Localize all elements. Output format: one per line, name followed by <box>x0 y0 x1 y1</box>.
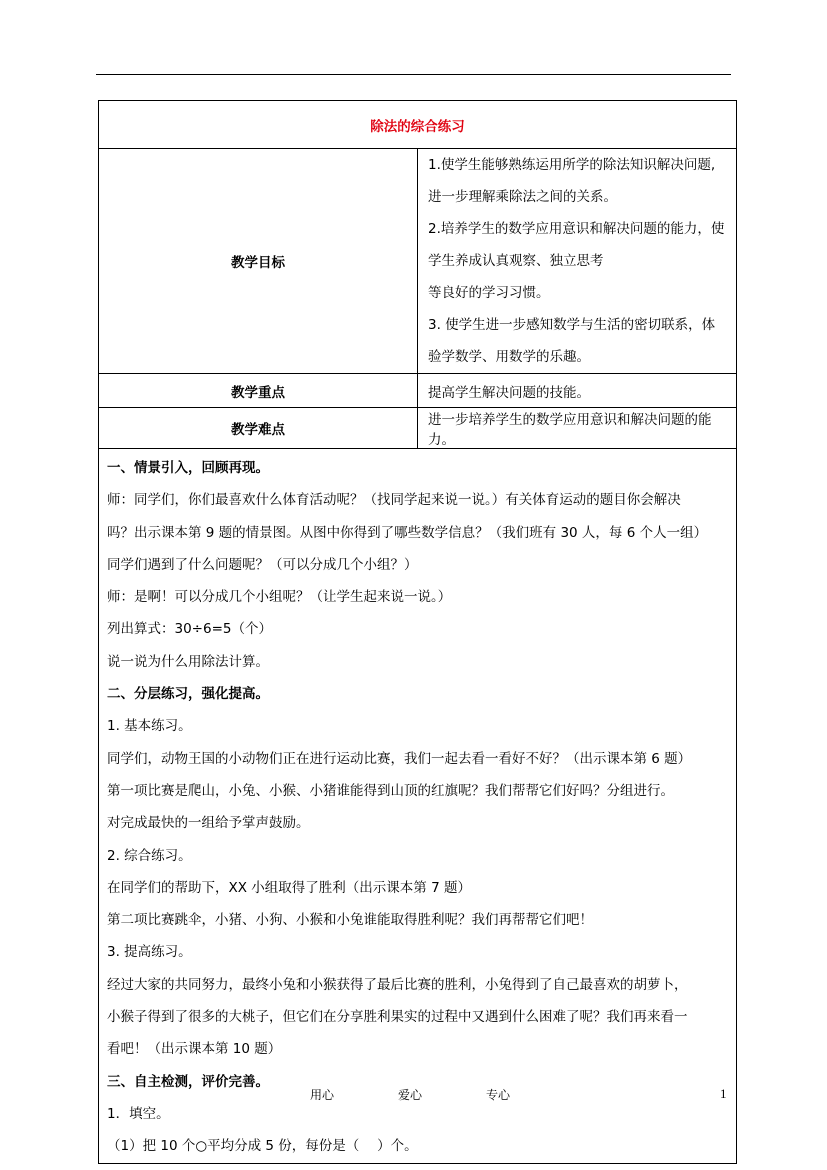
difficulty-row <box>99 408 737 449</box>
body-line: 第二项比赛跳伞，小猪、小狗、小猴和小兔谁能取得胜利呢？我们再帮帮它们吧！ <box>107 912 593 929</box>
footer-motto-item: 专心 <box>485 1088 510 1102</box>
objective-line: 1.使学生能够熟练运用所学的除法知识解决问题,进一步理解乘除法之间的关系。 <box>428 157 716 205</box>
difficulty-text: 进一步培养学生的数学应用意识和解决问题的能力。 <box>418 408 737 449</box>
footer-motto-item: 用心 <box>310 1088 335 1102</box>
body-line: 师：同学们，你们最喜欢什么体育活动呢？（找同学起来说一说。）有关体育运动的题目你会解决 <box>107 492 681 509</box>
body-line: 吗？出示课本第 9 题的情景图。从图中你得到了哪些数学信息？（我们班有 30 人，每 6 个人一组） <box>107 524 708 541</box>
section-heading: 三、自主检测，评价完善。 <box>107 1073 269 1090</box>
objectives-label: 教学目标 <box>99 149 418 374</box>
objectives-content <box>418 149 737 374</box>
body-line: 3. 提高练习。 <box>107 944 192 961</box>
body-line: 对完成最快的一组给予掌声鼓励。 <box>107 815 310 832</box>
body-line: （1）把 10 个○平均分成 5 份，每份是（ ）个。 <box>107 1138 418 1155</box>
key-point-row <box>99 374 737 408</box>
body-line: 经过大家的共同努力，最终小兔和小猴获得了最后比赛的胜利，小兔得到了自己最喜欢的胡萝卜， <box>107 976 688 993</box>
body-line: 师：是啊！可以分成几个小组呢？（让学生起来说一说。） <box>107 589 452 606</box>
header-rule <box>96 74 731 75</box>
document-title: 除法的综合练习 <box>99 101 737 149</box>
body-line: 2. 综合练习。 <box>107 847 192 864</box>
body-line: 同学们遇到了什么问题呢？（可以分成几个小组？） <box>107 556 418 573</box>
body-line: 小猴子得到了很多的大桃子，但它们在分享胜利果实的过程中又遇到什么困难了呢？我们再来看一 <box>107 1009 688 1026</box>
key-point-text: 提高学生解决问题的技能。 <box>418 374 737 408</box>
objectives-row <box>99 149 737 374</box>
footer-motto <box>310 1086 510 1103</box>
body-line: 1．填空。 <box>107 1105 170 1122</box>
body-line: 看吧！（出示课本第 10 题） <box>107 1041 282 1058</box>
difficulty-label: 教学难点 <box>99 408 418 449</box>
section-heading: 一、情景引入，回顾再现。 <box>107 460 269 476</box>
body-line: 第一项比赛是爬山，小兔、小猴、小猪谁能得到山顶的红旗呢？我们帮帮它们好吗？分组进行。 <box>107 782 674 799</box>
body-line: 在同学们的帮助下，XX 小组取得了胜利（出示课本第 7 题） <box>107 879 471 896</box>
body-line: 同学们，动物王国的小动物们正在进行运动比赛，我们一起去看一看好不好？（出示课本第 6 题） <box>107 750 692 767</box>
objective-line: 等良好的学习习惯。 <box>428 285 550 301</box>
footer-motto-item: 爱心 <box>397 1088 422 1102</box>
body-line: 1. 基本练习。 <box>107 718 192 735</box>
body-line: 列出算式：30÷6=5（个） <box>107 621 272 638</box>
title-row <box>99 101 737 149</box>
body-line: 说一说为什么用除法计算。 <box>107 653 269 670</box>
section-heading: 二、分层练习，强化提高。 <box>107 686 269 703</box>
page-number: 1 <box>720 1086 727 1101</box>
key-point-label: 教学重点 <box>99 374 418 408</box>
objective-line: 3. 使学生进一步感知数学与生活的密切联系，体验学数学、用数学的乐趣。 <box>428 317 716 365</box>
lesson-body <box>99 449 737 1164</box>
lesson-body-row <box>99 449 737 1164</box>
lesson-plan-table <box>98 100 737 1164</box>
objective-line: 2.培养学生的数学应用意识和解决问题的能力，使学生养成认真观察、独立思考 <box>428 221 725 269</box>
